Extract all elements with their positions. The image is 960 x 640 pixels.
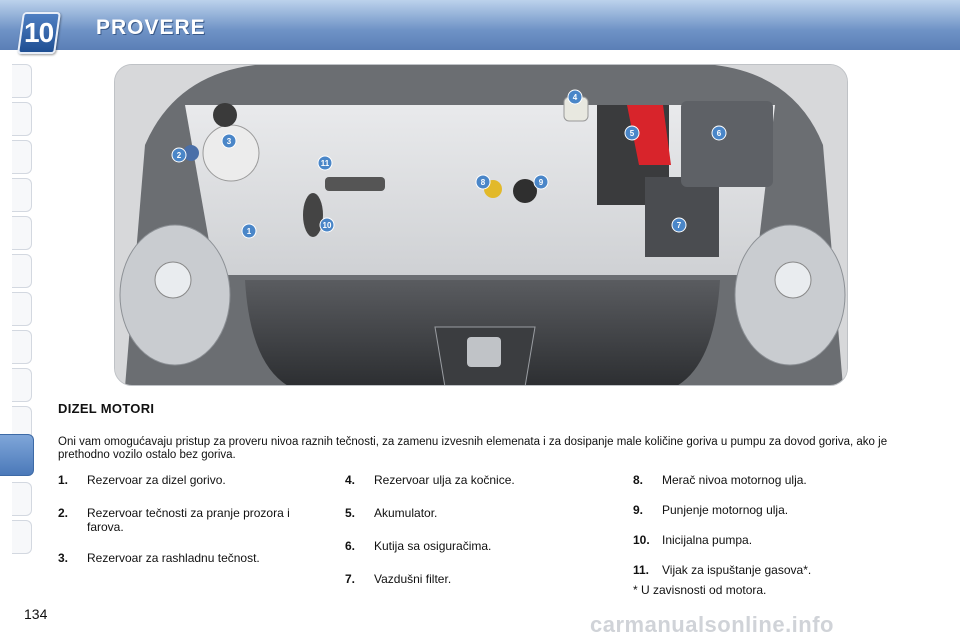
- marker-8: [476, 175, 490, 189]
- chapter-tab[interactable]: [12, 254, 32, 288]
- page-title: PROVERE: [96, 16, 206, 39]
- legend-item: 4. Rezervoar ulja za kočnice.: [345, 473, 515, 487]
- section-heading: DIZEL MOTORI: [58, 401, 155, 416]
- legend-column-3: [633, 473, 923, 597]
- marker-9: [534, 175, 548, 189]
- legend-item: 10. Inicijalna pumpa.: [633, 533, 753, 547]
- chapter-side-tabs: [0, 64, 34, 574]
- marker-1: [242, 224, 256, 238]
- legend-item: 7. Vazdušni filter.: [345, 572, 452, 586]
- chapter-tab[interactable]: [12, 330, 32, 364]
- chapter-number-badge: 10: [17, 12, 61, 54]
- brand-logo: [467, 337, 501, 367]
- chapter-tab[interactable]: [12, 482, 32, 516]
- marker-10: [320, 218, 334, 232]
- legend-item: 1. Rezervoar za dizel gorivo.: [58, 473, 226, 487]
- legend-item: 5. Akumulator.: [345, 506, 438, 520]
- marker-3: [222, 134, 236, 148]
- svg-text:5: 5: [629, 129, 635, 138]
- svg-text:7: 7: [676, 221, 682, 230]
- chapter-tab[interactable]: [12, 178, 32, 212]
- svg-text:2: 2: [176, 151, 182, 160]
- svg-text:4: 4: [572, 93, 578, 102]
- svg-text:1: 1: [246, 227, 252, 236]
- marker-7: [672, 218, 686, 232]
- legend-item: 8. Merač nivoa motornog ulja.: [633, 473, 807, 487]
- chapter-tab[interactable]: [12, 102, 32, 136]
- legend-column-2: [345, 473, 615, 586]
- svg-text:8: 8: [480, 178, 486, 187]
- svg-text:9: 9: [538, 178, 544, 187]
- svg-text:6: 6: [716, 129, 722, 138]
- marker-5: [625, 126, 639, 140]
- fuse-box: [645, 177, 719, 257]
- footnote: * U zavisnosti od motora.: [633, 583, 767, 597]
- marker-2: [172, 148, 186, 162]
- chapter-tab[interactable]: [12, 140, 32, 174]
- svg-text:11: 11: [320, 159, 330, 168]
- engine-compartment-image: [114, 64, 848, 386]
- legend-item: 2. Rezervoar tečnosti za pranje prozora i farova.: [58, 506, 290, 534]
- marker-6: [712, 126, 726, 140]
- svg-text:10: 10: [322, 221, 332, 230]
- air-filter-cover: [681, 101, 773, 187]
- watermark: carmanualsonline.info: [590, 612, 834, 637]
- engine-illustration: [115, 65, 848, 386]
- priming-pump: [303, 193, 323, 237]
- svg-text:3: 3: [226, 137, 232, 146]
- legend-column-1: [58, 473, 328, 565]
- chapter-tab-active[interactable]: [0, 434, 34, 476]
- chapter-tab[interactable]: [12, 292, 32, 326]
- legend-item: 6. Kutija sa osiguračima.: [345, 539, 492, 553]
- chapter-tab[interactable]: [12, 216, 32, 250]
- legend-item: 9. Punjenje motornog ulja.: [633, 503, 789, 517]
- intro-paragraph: Oni vam omogućavaju pristup za proveru nivoa raznih tečnosti, za zamenu izvesnih elemenata i za dosipanje male količine goriva u pumpu za dovod goriva, ako je prethodno vozilo ostalo bez goriva.: [58, 436, 888, 461]
- chapter-tab[interactable]: [12, 520, 32, 554]
- page-number: 134: [24, 606, 48, 622]
- marker-4: [568, 90, 582, 104]
- legend-item: 11. Vijak za ispuštanje gasova*.: [633, 563, 812, 577]
- chapter-tab[interactable]: [12, 64, 32, 98]
- chapter-tab[interactable]: [12, 368, 32, 402]
- chapter-header-bar: [0, 0, 960, 50]
- coolant-tank: [203, 125, 259, 181]
- legend-item: 3. Rezervoar za rashladnu tečnost.: [58, 551, 260, 565]
- oil-filler-cap: [513, 179, 537, 203]
- marker-11: [318, 156, 332, 170]
- bleed-screw-hose: [325, 177, 385, 191]
